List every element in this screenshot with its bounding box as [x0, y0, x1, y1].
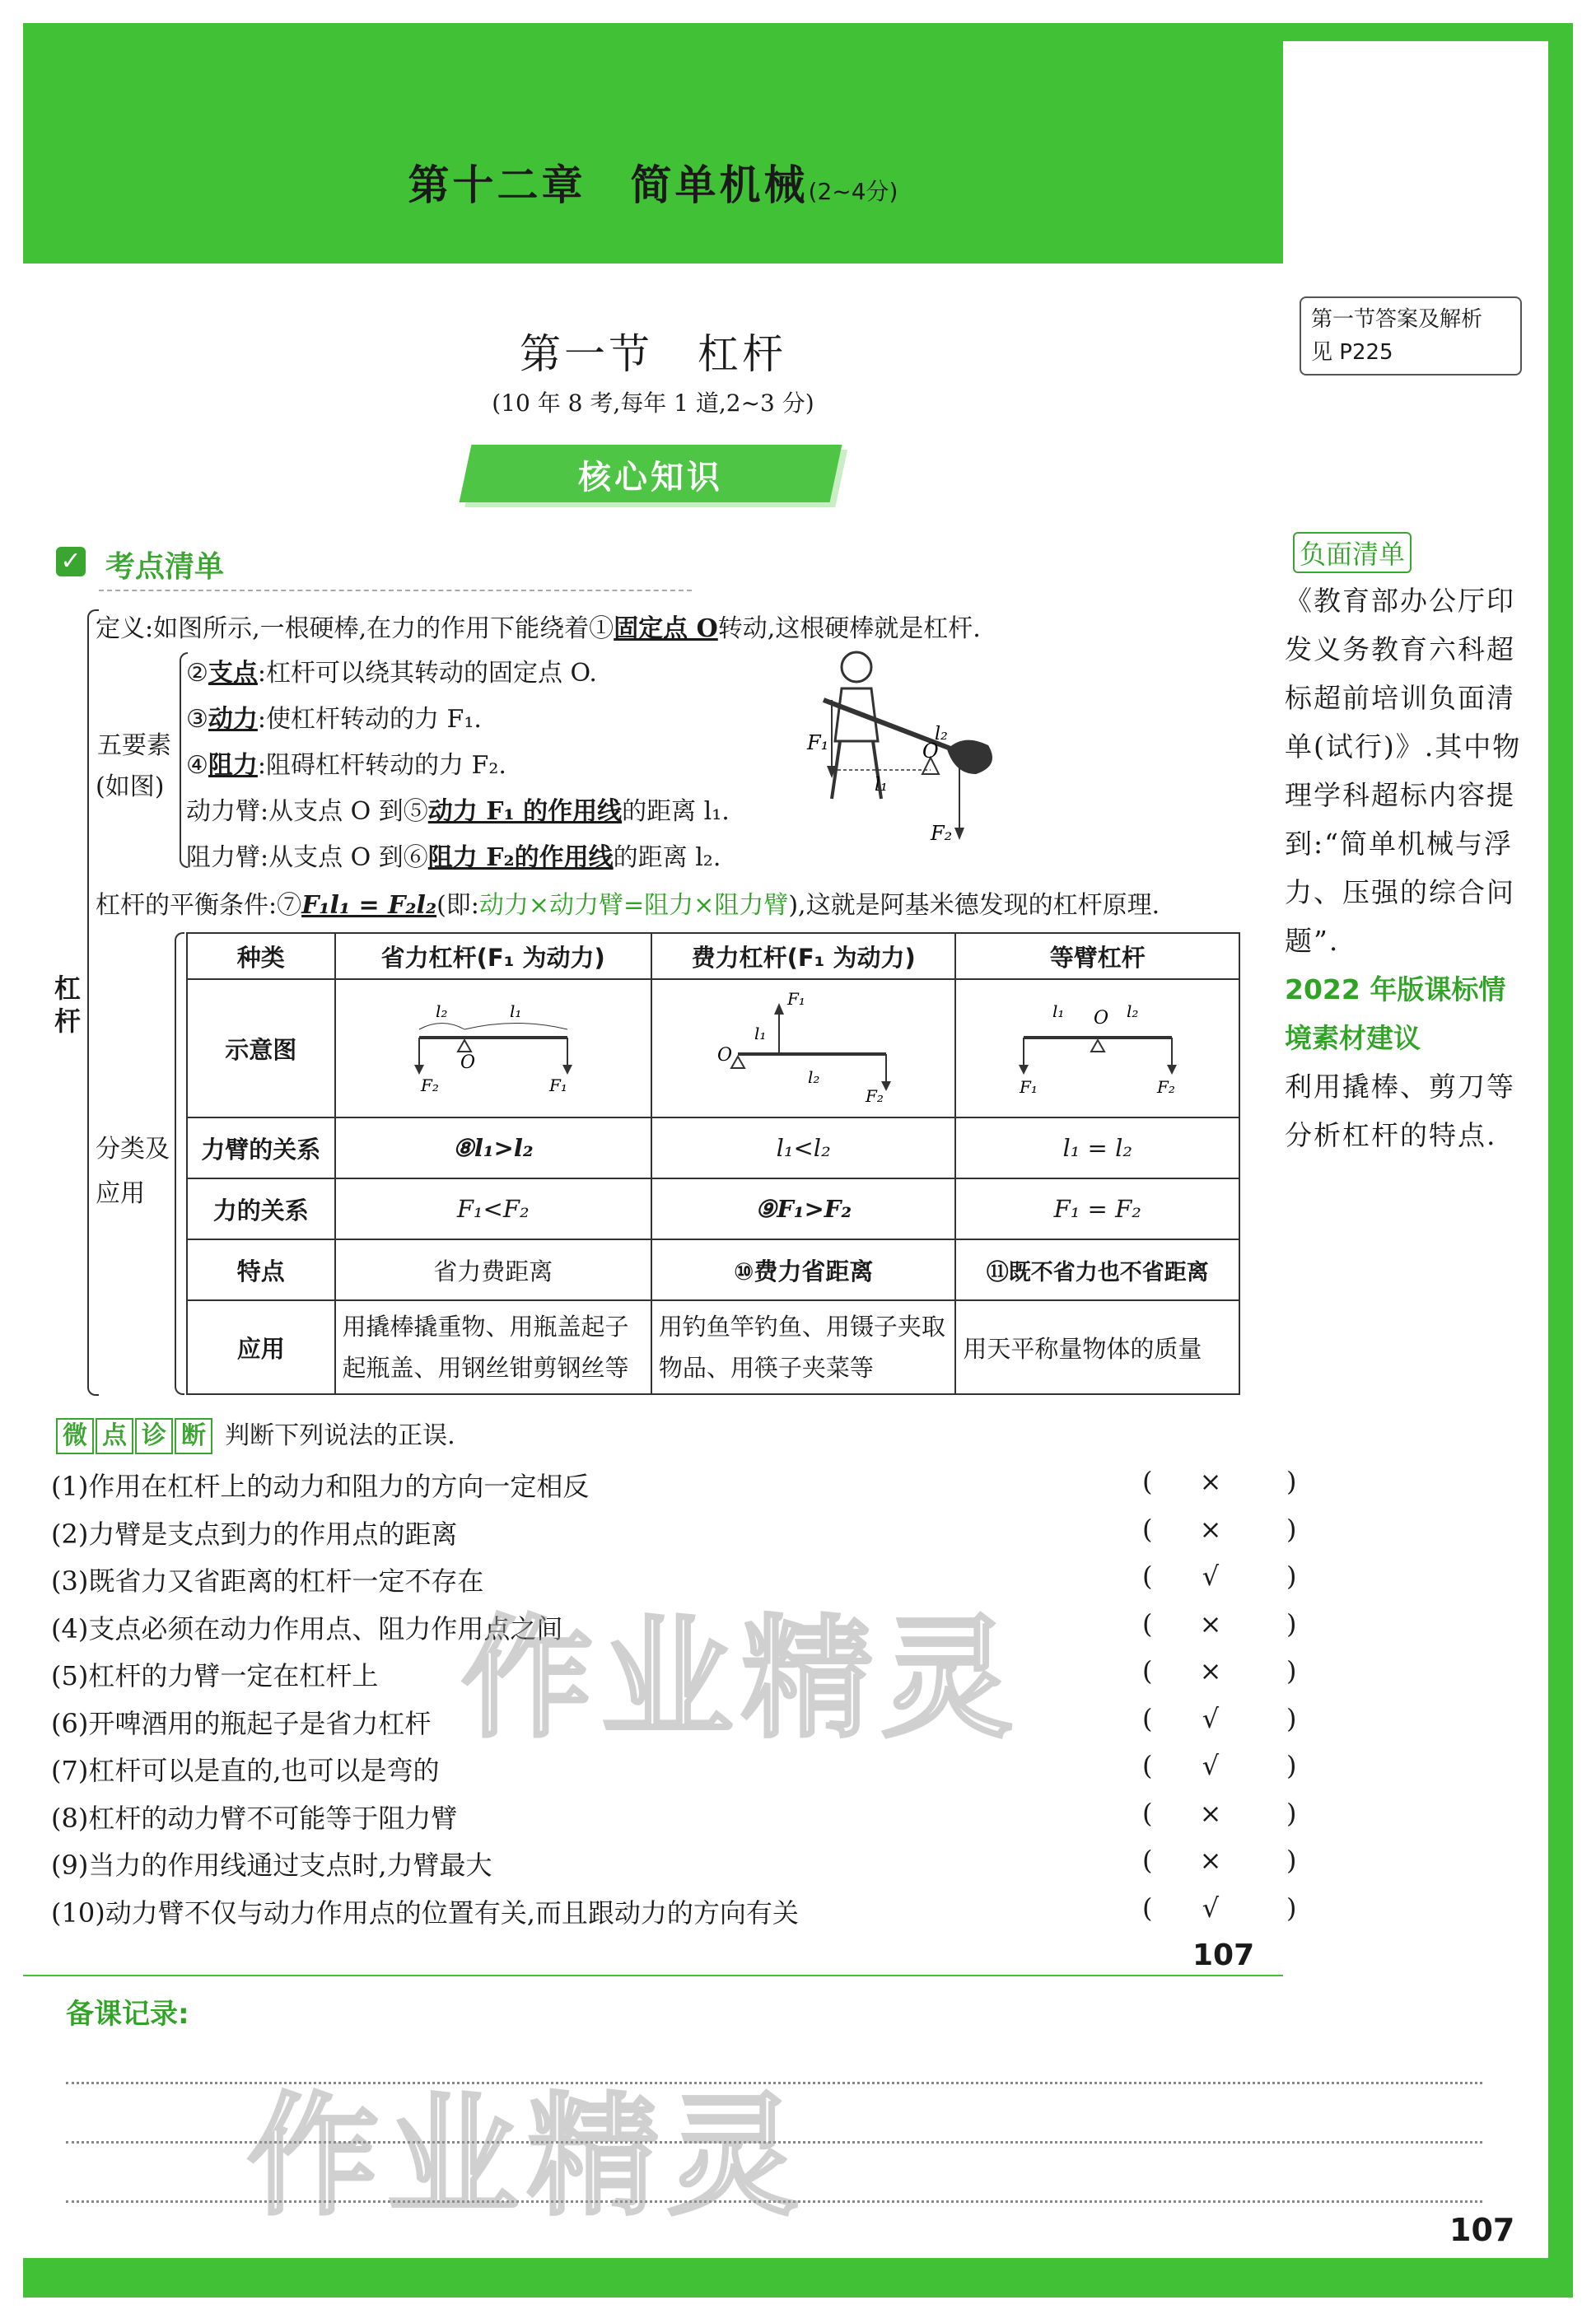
classification-label: 分类及 [96, 1135, 170, 1164]
judgment-answer: × [1199, 1607, 1222, 1640]
lever-types-table [186, 932, 1240, 1395]
table-row [187, 1239, 1239, 1300]
svg-text:O: O [716, 1044, 732, 1066]
judgment-item [51, 1797, 1297, 1836]
core-banner-text: 核心知识 [578, 459, 723, 497]
close-paren: ) [1286, 1750, 1297, 1781]
definition-line: 定义:如图所示,一根硬棒,在力的作用下能绕着①固定点 O转动,这根硬棒就是杠杆. [96, 614, 981, 643]
side-notes: 《教育部办公厅印发义务教育六科超标超前培训负面清单(试行)》.其中物理学科超标内容提到:“简单机械与浮力、压强的综合问题”. 2022 年版课标情境素材建议 利用撬棒、剪刀等分析杠杆的特点. [1285, 585, 1522, 1151]
open-paren: ( [1142, 1702, 1153, 1734]
kaodian-divider [99, 590, 692, 591]
judgment-text: (5)杠杆的力臂一定在杠杆上 [51, 1660, 379, 1691]
table-header: 费力杠杆(F₁ 为动力) [651, 933, 956, 979]
close-paren: ) [1286, 1702, 1297, 1734]
row-label: 特点 [187, 1239, 335, 1300]
kaodian-title: 考点清单 [105, 550, 225, 584]
svg-text:l₂: l₂ [807, 1066, 820, 1087]
judgment-answer: × [1199, 1655, 1222, 1687]
negative-list-tag: 负面清单 [1293, 532, 1412, 573]
svg-text:F₁: F₁ [1019, 1076, 1038, 1097]
judgment-answer: √ [1202, 1750, 1220, 1781]
table-header-row [187, 933, 1239, 979]
judgment-text: (4)支点必须在动力作用点、阻力作用点之间 [51, 1612, 563, 1645]
close-paren: ) [1286, 1655, 1297, 1687]
open-paren: ( [1142, 1892, 1153, 1924]
row-label: 应用 [187, 1300, 335, 1394]
judgment-answer: × [1199, 1797, 1222, 1829]
close-paren: ) [1286, 1845, 1297, 1876]
close-paren: ) [1286, 1892, 1297, 1924]
open-paren: ( [1142, 1797, 1153, 1829]
svg-text:F₁: F₁ [786, 988, 805, 1009]
open-paren: ( [1142, 1466, 1153, 1497]
equal-arm-lever-diagram [1015, 992, 1180, 1099]
effort-arm-line: 动力臂:从支点 O 到⑤动力 F₁ 的作用线的距离 l₁. [186, 797, 730, 826]
table-cell: ⑧l₁>l₂ [335, 1117, 651, 1178]
table-header: 等臂杠杆 [955, 933, 1239, 979]
svg-text:F₂: F₂ [865, 1085, 884, 1103]
table-header: 种类 [187, 933, 335, 979]
diagram-cell [335, 979, 651, 1117]
chapter-title: 第十二章 简单机械(2~4分) [408, 161, 898, 209]
svg-text:l₁: l₁ [1052, 1001, 1065, 1021]
diagram-cell [955, 979, 1239, 1117]
judgment-item [51, 1513, 1297, 1551]
open-paren: ( [1142, 1845, 1153, 1876]
figure-label-l2: l₂ [935, 724, 948, 744]
watermark: 作业精灵 [461, 1602, 1022, 1756]
table-cell: F₁<F₂ [335, 1178, 651, 1239]
classification-brace [175, 932, 184, 1395]
judgment-answer: × [1199, 1466, 1222, 1497]
svg-text:O: O [460, 1052, 475, 1073]
classification-sub: 应用 [96, 1179, 145, 1208]
table-cell: l₁<l₂ [651, 1117, 956, 1178]
judgment-text: (10)动力臂不仅与动力作用点的位置有关,而且跟动力的方向有关 [51, 1896, 799, 1929]
judgment-answer: √ [1202, 1561, 1220, 1592]
class3-lever-diagram [713, 988, 894, 1103]
judgment-item [51, 1892, 1297, 1930]
judgment-text: (2)力臂是支点到力的作用点的距离 [51, 1518, 458, 1550]
table-row [187, 979, 1239, 1117]
five-elements-label: 五要素 [97, 731, 171, 760]
judgment-text: (6)开啤酒用的瓶起子是省力杠杆 [51, 1707, 432, 1739]
judgment-text: (3)既省力又省距离的杠杆一定不存在 [51, 1565, 484, 1597]
section-title: 第一节 杠杆 [520, 330, 786, 378]
judgment-answer: √ [1202, 1702, 1220, 1734]
lever-illustration [799, 642, 1005, 865]
table-cell: l₁ = l₂ [955, 1117, 1239, 1178]
answer-reference-box: 第一节答案及解析 见 P225 [1300, 296, 1522, 376]
element-effort: ③动力:使杠杆转动的力 F₁. [186, 705, 482, 734]
svg-text:l₁: l₁ [754, 1023, 767, 1043]
open-paren: ( [1142, 1561, 1153, 1592]
open-paren: ( [1142, 1607, 1153, 1640]
class1-lever-diagram [411, 992, 576, 1099]
svg-text:l₂: l₂ [435, 1001, 448, 1021]
table-header: 省力杠杆(F₁ 为动力) [335, 933, 651, 979]
judgment-text: (1)作用在杠杆上的动力和阻力的方向一定相反 [51, 1471, 590, 1502]
close-paren: ) [1286, 1466, 1297, 1497]
table-cell: ⑩费力省距离 [651, 1239, 956, 1300]
judgment-item [51, 1466, 1297, 1504]
svg-text:F₁: F₁ [548, 1075, 567, 1095]
watermark: 作业精灵 [247, 2079, 808, 2233]
judgment-text: (8)杠杆的动力臂不可能等于阻力臂 [51, 1802, 458, 1834]
svg-text:F₂: F₂ [420, 1075, 439, 1095]
figure-label-f2: F₂ [931, 822, 953, 845]
figure-label-l1: l₁ [875, 775, 888, 795]
notes-title: 备课记录: [66, 1998, 189, 2031]
figure-label-f1: F₁ [807, 731, 829, 754]
diagram-cell [651, 979, 956, 1117]
svg-text:F₂: F₂ [1156, 1076, 1175, 1097]
outer-page-number: 107 [1449, 2212, 1515, 2248]
close-paren: ) [1286, 1513, 1297, 1545]
table-cell: F₁ = F₂ [955, 1178, 1239, 1239]
svg-text:l₁: l₁ [509, 1001, 522, 1021]
close-paren: ) [1286, 1561, 1297, 1592]
lever-side-label: 杠杆 [54, 973, 82, 1037]
open-paren: ( [1142, 1513, 1153, 1545]
figure-label-o: O [922, 739, 939, 763]
main-bottom-divider [23, 1975, 1283, 1976]
judgment-text: (7)杠杆可以是直的,也可以是弯的 [51, 1755, 440, 1786]
element-fulcrum: ②支点:杠杆可以绕其转动的固定点 O. [186, 659, 597, 688]
table-cell: 用天平称量物体的质量 [955, 1300, 1239, 1394]
table-cell: 用撬棒撬重物、用瓶盖起子起瓶盖、用钢丝钳剪钢丝等 [335, 1300, 651, 1394]
page-number: 107 [1192, 1938, 1255, 1972]
judgment-answer: √ [1202, 1892, 1220, 1924]
close-paren: ) [1286, 1797, 1297, 1829]
bottom-green-border [23, 2258, 1573, 2298]
chapter-header-band [23, 23, 1306, 264]
five-elements-sub: (如图) [96, 772, 165, 801]
element-load: ④阻力:阻碍杠杆转动的力 F₂. [186, 751, 506, 780]
load-arm-line: 阻力臂:从支点 O 到⑥阻力 F₂的作用线的距离 l₂. [186, 843, 721, 872]
row-label: 力的关系 [187, 1178, 335, 1239]
svg-text:l₂: l₂ [1126, 1001, 1139, 1021]
row-label: 示意图 [187, 979, 335, 1117]
checkmark-icon: ✓ [56, 547, 86, 576]
table-row [187, 1300, 1239, 1394]
weidian-heading: 微 点 诊 断 判断下列说法的正误. [56, 1415, 455, 1454]
judgment-answer: × [1199, 1845, 1222, 1876]
table-row [187, 1117, 1239, 1178]
open-paren: ( [1142, 1750, 1153, 1781]
balance-condition: 杠杆的平衡条件:⑦F₁l₁ = F₂l₂(即:动力×动力臂=阻力×阻力臂),这就是阿基米德发现的杠杆原理. [96, 891, 1160, 920]
table-cell: ⑪既不省力也不省距离 [955, 1239, 1239, 1300]
judgment-text: (9)当力的作用线通过支点时,力臂最大 [51, 1850, 492, 1881]
table-cell: ⑨F₁>F₂ [651, 1178, 956, 1239]
table-row [187, 1178, 1239, 1239]
answer-1: 固定点 O [614, 614, 718, 643]
open-paren: ( [1142, 1655, 1153, 1687]
judgment-item [51, 1845, 1297, 1882]
table-cell: 省力费距离 [335, 1239, 651, 1300]
section-subtitle: (10 年 8 考,每年 1 道,2~3 分) [492, 390, 814, 417]
row-label: 力臂的关系 [187, 1117, 335, 1178]
judgment-answer: × [1199, 1513, 1222, 1545]
close-paren: ) [1286, 1607, 1297, 1640]
table-cell: 用钓鱼竿钓鱼、用镊子夹取物品、用筷子夹菜等 [651, 1300, 956, 1394]
svg-text:O: O [1093, 1007, 1108, 1029]
